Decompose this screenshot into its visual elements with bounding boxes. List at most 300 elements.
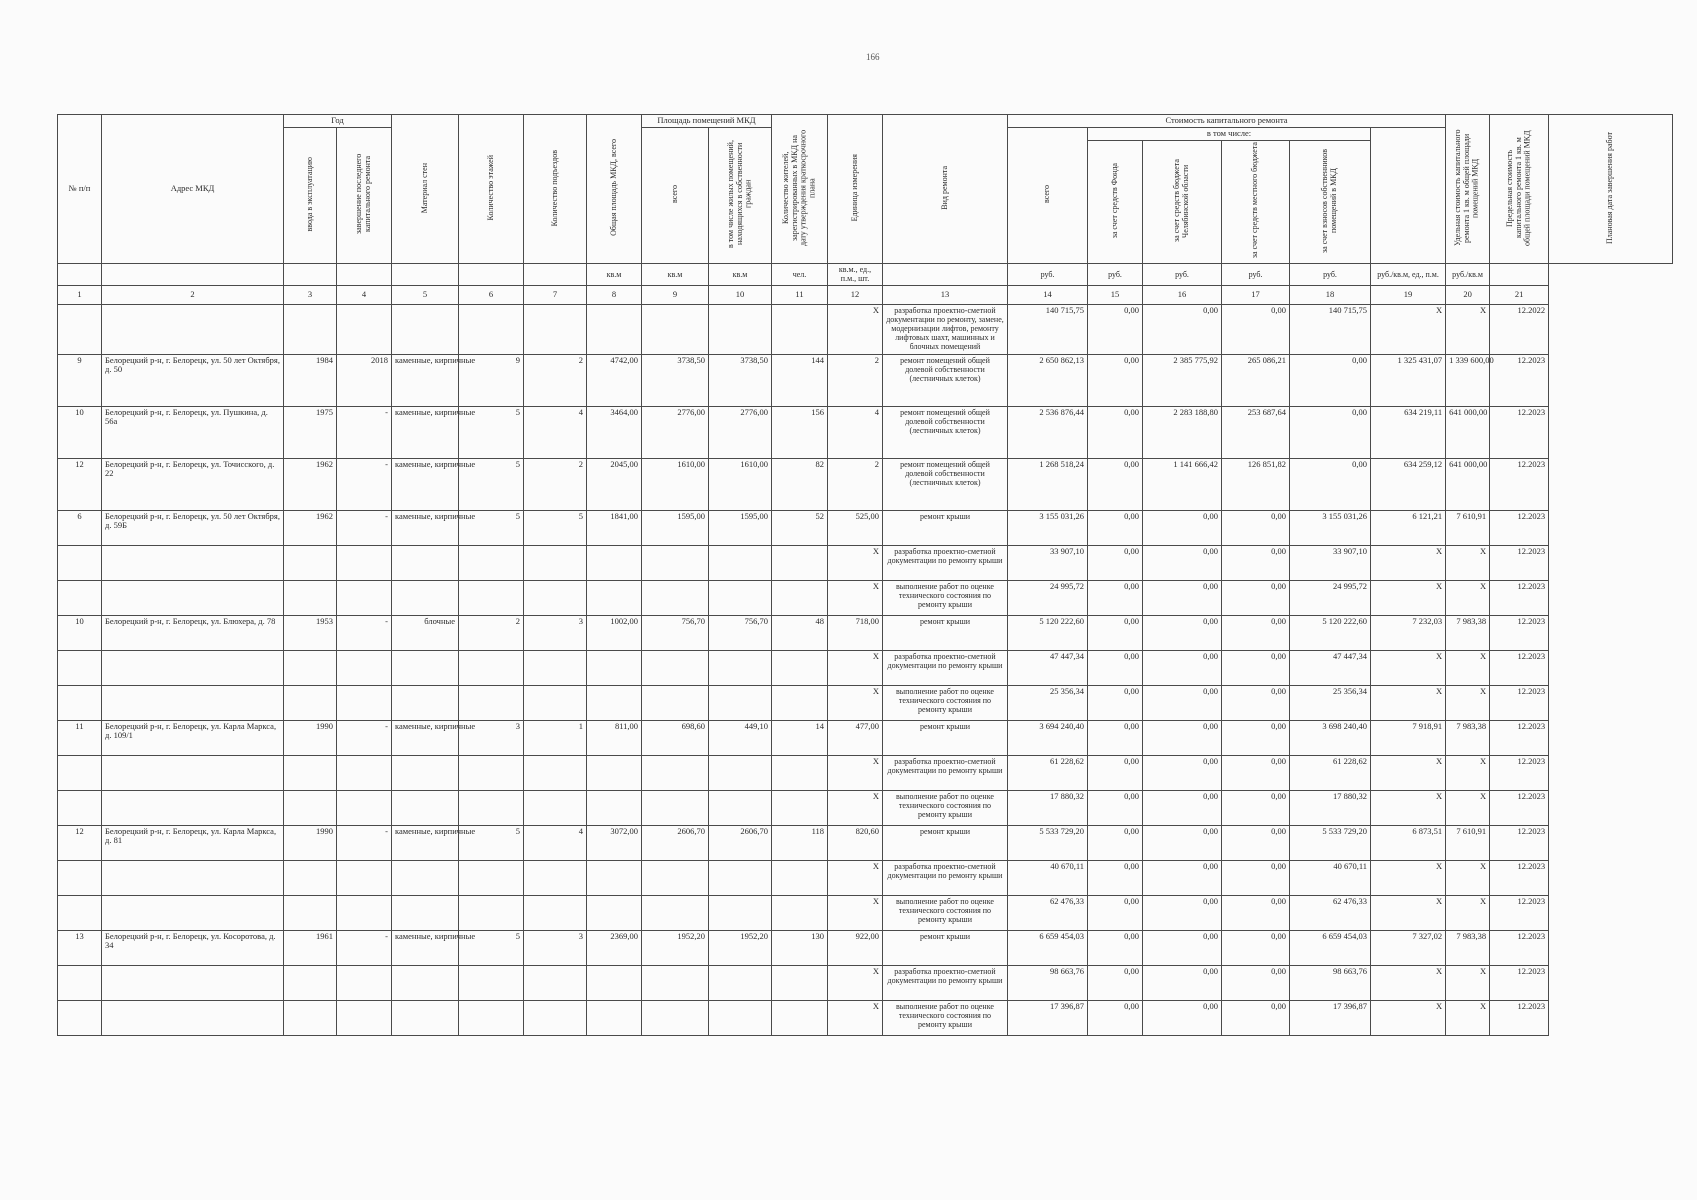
cell-residents: 130: [772, 930, 828, 965]
cell-wall-material: [392, 650, 459, 685]
cell-address: [102, 790, 284, 825]
cell-unit: 477,00: [828, 720, 883, 755]
cell-cost-local: 0,00: [1222, 1000, 1290, 1035]
table-row: [58, 650, 1673, 685]
cell-year-built: [284, 965, 337, 1000]
cell-cost-region: 1 141 666,42: [1143, 458, 1222, 510]
cell-cost-fund: 0,00: [1088, 304, 1143, 354]
table-body: [58, 304, 1673, 1035]
cell-unit: X: [828, 895, 883, 930]
cell-cost-region: 0,00: [1143, 755, 1222, 790]
cell-repair-type: выполнение работ по оценке технического состояния по ремонту крыши: [883, 1000, 1008, 1035]
column-number-cell: 12: [828, 285, 883, 304]
cell-premises-residential: 449,10: [709, 720, 772, 755]
header-year-group: Год: [284, 115, 392, 128]
header-deadline: Плановая дата завершения работ: [1549, 115, 1673, 264]
cell-address: [102, 650, 284, 685]
cell-cost-total: 6 659 454,03: [1008, 930, 1088, 965]
cell-year-built: [284, 1000, 337, 1035]
cell-year-built: [284, 304, 337, 354]
cell-unit-cost: 6 121,21: [1371, 510, 1446, 545]
cell-total-area: [587, 580, 642, 615]
cell-no: 13: [58, 930, 102, 965]
cell-premises-all: [642, 304, 709, 354]
cell-residents: [772, 755, 828, 790]
cell-cost-local: 0,00: [1222, 965, 1290, 1000]
table-row: [58, 354, 1673, 406]
cell-repair-type: ремонт крыши: [883, 720, 1008, 755]
cell-total-area: 1841,00: [587, 510, 642, 545]
cell-floors: [459, 685, 524, 720]
cell-limit-cost: X: [1446, 650, 1490, 685]
cell-address: Белорецкий р-н, г. Белорецк, ул. Блюхера, д. 78: [102, 615, 284, 650]
unit-cell: руб./кв.м, ед., п.м.: [1371, 264, 1446, 285]
table-row: [58, 720, 1673, 755]
cell-limit-cost: X: [1446, 965, 1490, 1000]
cell-repair-type: разработка проектно-сметной документации по ремонту крыши: [883, 965, 1008, 1000]
column-number-cell: 21: [1490, 285, 1549, 304]
cell-floors: 5: [459, 825, 524, 860]
cell-residents: 14: [772, 720, 828, 755]
cell-cost-local: 0,00: [1222, 860, 1290, 895]
cell-unit: X: [828, 1000, 883, 1035]
unit-cell: кв.м: [642, 264, 709, 285]
cell-premises-all: [642, 685, 709, 720]
cell-premises-all: [642, 580, 709, 615]
cell-no: [58, 545, 102, 580]
cell-no: [58, 1000, 102, 1035]
cell-repair-type: разработка проектно-сметной документации по ремонту, замене, модернизации лифтов, ремонту лифтовых шахт, машинных и блочных помещений: [883, 304, 1008, 354]
header-year-last-repair: завершение последнего капитального ремонта: [337, 127, 392, 264]
cell-total-area: [587, 650, 642, 685]
header-wall-material: Материал стен: [392, 115, 459, 264]
cell-cost-total: 17 396,87: [1008, 1000, 1088, 1035]
cell-total-area: [587, 895, 642, 930]
page-number: 166: [866, 52, 880, 62]
cell-residents: [772, 580, 828, 615]
cell-cost-owners: 3 698 240,40: [1290, 720, 1371, 755]
cell-unit: X: [828, 860, 883, 895]
unit-cell: кв.м: [709, 264, 772, 285]
cell-unit: 922,00: [828, 930, 883, 965]
cell-repair-type: ремонт помещений общей долевой собственности (лестничных клеток): [883, 458, 1008, 510]
cell-unit: X: [828, 545, 883, 580]
cell-year-last-repair: -: [337, 720, 392, 755]
cell-cost-fund: 0,00: [1088, 790, 1143, 825]
cell-cost-owners: 0,00: [1290, 458, 1371, 510]
unit-cell: чел.: [772, 264, 828, 285]
column-number-cell: 17: [1222, 285, 1290, 304]
column-number-cell: 18: [1290, 285, 1371, 304]
cell-repair-type: выполнение работ по оценке технического состояния по ремонту крыши: [883, 685, 1008, 720]
cell-year-last-repair: [337, 755, 392, 790]
header-premises-group: Площадь помещений МКД: [642, 115, 772, 128]
unit-cell: руб.: [1143, 264, 1222, 285]
column-number-cell: 2: [102, 285, 284, 304]
cell-address: [102, 860, 284, 895]
cell-premises-residential: [709, 545, 772, 580]
column-number-cell: 9: [642, 285, 709, 304]
cell-cost-local: 0,00: [1222, 615, 1290, 650]
cell-unit-cost: X: [1371, 685, 1446, 720]
cell-total-area: 811,00: [587, 720, 642, 755]
cell-wall-material: [392, 545, 459, 580]
cell-year-built: [284, 545, 337, 580]
cell-entrances: 3: [524, 615, 587, 650]
header-year-built: ввода в эксплуатацию: [284, 127, 337, 264]
cell-unit: 4: [828, 406, 883, 458]
cell-unit-cost: 7 232,03: [1371, 615, 1446, 650]
cell-cost-fund: 0,00: [1088, 755, 1143, 790]
cell-wall-material: [392, 895, 459, 930]
header-unit: Единица измерения: [828, 115, 883, 264]
cell-floors: [459, 965, 524, 1000]
cell-deadline: 12.2023: [1490, 965, 1549, 1000]
cell-deadline: 12.2023: [1490, 895, 1549, 930]
cell-entrances: 2: [524, 458, 587, 510]
cell-cost-owners: 61 228,62: [1290, 755, 1371, 790]
cell-cost-region: 0,00: [1143, 615, 1222, 650]
cell-cost-total: 5 533 729,20: [1008, 825, 1088, 860]
cell-cost-local: 0,00: [1222, 650, 1290, 685]
cell-residents: 48: [772, 615, 828, 650]
cell-cost-region: 0,00: [1143, 720, 1222, 755]
cell-deadline: 12.2023: [1490, 650, 1549, 685]
cell-year-last-repair: [337, 1000, 392, 1035]
cell-total-area: 4742,00: [587, 354, 642, 406]
cell-unit-cost: X: [1371, 965, 1446, 1000]
cell-cost-region: 0,00: [1143, 860, 1222, 895]
cell-unit-cost: 7 918,91: [1371, 720, 1446, 755]
cell-unit-cost: 634 219,11: [1371, 406, 1446, 458]
cell-year-last-repair: [337, 580, 392, 615]
table-row: [58, 304, 1673, 354]
cell-limit-cost: X: [1446, 1000, 1490, 1035]
cell-deadline: 12.2023: [1490, 825, 1549, 860]
cell-cost-total: 98 663,76: [1008, 965, 1088, 1000]
cell-limit-cost: 7 983,38: [1446, 930, 1490, 965]
cell-address: Белорецкий р-н, г. Белорецк, ул. Карла Маркса, д. 81: [102, 825, 284, 860]
cell-floors: 5: [459, 510, 524, 545]
cell-floors: 9: [459, 354, 524, 406]
cell-year-last-repair: [337, 685, 392, 720]
cell-address: [102, 755, 284, 790]
cell-year-last-repair: [337, 965, 392, 1000]
header-cost-fund: за счет средств Фонда: [1088, 140, 1143, 264]
cell-cost-local: 0,00: [1222, 304, 1290, 354]
table-row: [58, 860, 1673, 895]
cell-address: Белорецкий р-н, г. Белорецк, ул. Косоротова, д. 34: [102, 930, 284, 965]
cell-address: [102, 1000, 284, 1035]
cell-unit: 718,00: [828, 615, 883, 650]
cell-wall-material: [392, 965, 459, 1000]
cell-no: 6: [58, 510, 102, 545]
cell-cost-fund: 0,00: [1088, 458, 1143, 510]
cell-cost-total: 2 536 876,44: [1008, 406, 1088, 458]
unit-cell: [284, 264, 337, 285]
cell-cost-region: 0,00: [1143, 580, 1222, 615]
cell-repair-type: разработка проектно-сметной документации по ремонту крыши: [883, 860, 1008, 895]
cell-deadline: 12.2023: [1490, 755, 1549, 790]
cell-entrances: [524, 1000, 587, 1035]
table-row: [58, 965, 1673, 1000]
column-number-cell: 16: [1143, 285, 1222, 304]
cell-premises-residential: [709, 860, 772, 895]
cell-residents: [772, 650, 828, 685]
cell-limit-cost: X: [1446, 790, 1490, 825]
cell-limit-cost: X: [1446, 580, 1490, 615]
unit-cell: руб./кв.м: [1446, 264, 1490, 285]
cell-residents: [772, 545, 828, 580]
cell-premises-residential: [709, 965, 772, 1000]
cell-cost-local: 0,00: [1222, 755, 1290, 790]
cell-cost-owners: 0,00: [1290, 354, 1371, 406]
cell-deadline: 12.2023: [1490, 930, 1549, 965]
cell-limit-cost: X: [1446, 545, 1490, 580]
column-number-cell: 3: [284, 285, 337, 304]
cell-repair-type: разработка проектно-сметной документации по ремонту крыши: [883, 650, 1008, 685]
cell-unit-cost: X: [1371, 650, 1446, 685]
header-address: Адрес МКД: [102, 115, 284, 264]
cell-floors: 5: [459, 930, 524, 965]
cell-limit-cost: 7 610,91: [1446, 825, 1490, 860]
cell-premises-all: 1610,00: [642, 458, 709, 510]
cell-cost-total: 33 907,10: [1008, 545, 1088, 580]
cell-year-last-repair: [337, 790, 392, 825]
table-row: [58, 685, 1673, 720]
cell-total-area: 3072,00: [587, 825, 642, 860]
cell-cost-region: 2 283 188,80: [1143, 406, 1222, 458]
cell-limit-cost: X: [1446, 755, 1490, 790]
cell-address: [102, 965, 284, 1000]
column-number-cell: 7: [524, 285, 587, 304]
cell-unit: X: [828, 304, 883, 354]
cell-cost-total: 17 880,32: [1008, 790, 1088, 825]
unit-cell: [337, 264, 392, 285]
column-number-cell: 19: [1371, 285, 1446, 304]
header-limit-cost: Предельная стоимость капитального ремонта 1 кв. м общей площади помещений МКД: [1490, 115, 1549, 264]
units-row: [58, 264, 1673, 285]
cell-deadline: 12.2023: [1490, 685, 1549, 720]
cell-unit-cost: X: [1371, 755, 1446, 790]
cell-no: [58, 304, 102, 354]
cell-cost-region: 0,00: [1143, 1000, 1222, 1035]
cell-premises-all: 3738,50: [642, 354, 709, 406]
cell-cost-local: 253 687,64: [1222, 406, 1290, 458]
unit-cell: [102, 264, 284, 285]
cell-cost-local: 0,00: [1222, 580, 1290, 615]
cell-year-built: 1962: [284, 458, 337, 510]
cell-premises-residential: 756,70: [709, 615, 772, 650]
cell-total-area: 2045,00: [587, 458, 642, 510]
cell-wall-material: каменные, кирпичные: [392, 354, 459, 406]
cell-entrances: [524, 860, 587, 895]
cell-unit-cost: X: [1371, 580, 1446, 615]
cell-unit-cost: 6 873,51: [1371, 825, 1446, 860]
cell-premises-all: [642, 965, 709, 1000]
cell-cost-fund: 0,00: [1088, 615, 1143, 650]
cell-cost-owners: 33 907,10: [1290, 545, 1371, 580]
cell-address: Белорецкий р-н, г. Белорецк, ул. Точисского, д. 22: [102, 458, 284, 510]
cell-cost-owners: 47 447,34: [1290, 650, 1371, 685]
cell-unit: X: [828, 790, 883, 825]
unit-cell: [883, 264, 1008, 285]
cell-unit: X: [828, 965, 883, 1000]
cell-cost-fund: 0,00: [1088, 354, 1143, 406]
cell-address: [102, 580, 284, 615]
cell-cost-fund: 0,00: [1088, 965, 1143, 1000]
cell-limit-cost: X: [1446, 685, 1490, 720]
cell-deadline: 12.2023: [1490, 354, 1549, 406]
cell-floors: 2: [459, 615, 524, 650]
cell-no: [58, 685, 102, 720]
cell-cost-local: 265 086,21: [1222, 354, 1290, 406]
cell-wall-material: каменные, кирпичные: [392, 458, 459, 510]
cell-cost-owners: 98 663,76: [1290, 965, 1371, 1000]
cell-unit: X: [828, 650, 883, 685]
cell-wall-material: [392, 860, 459, 895]
cell-cost-owners: 40 670,11: [1290, 860, 1371, 895]
header-entrances: Количество подъездов: [524, 115, 587, 264]
cell-premises-all: [642, 895, 709, 930]
cell-entrances: 4: [524, 825, 587, 860]
cell-no: 12: [58, 825, 102, 860]
column-numbers-row: [58, 285, 1673, 304]
cell-unit-cost: 634 259,12: [1371, 458, 1446, 510]
cell-year-built: 1990: [284, 720, 337, 755]
column-number-cell: 10: [709, 285, 772, 304]
cell-limit-cost: X: [1446, 895, 1490, 930]
cell-repair-type: выполнение работ по оценке технического состояния по ремонту крыши: [883, 895, 1008, 930]
column-number-cell: 20: [1446, 285, 1490, 304]
cell-cost-total: 3 155 031,26: [1008, 510, 1088, 545]
cell-wall-material: [392, 1000, 459, 1035]
unit-cell: [58, 264, 102, 285]
cell-cost-owners: 17 396,87: [1290, 1000, 1371, 1035]
column-number-cell: 6: [459, 285, 524, 304]
cell-deadline: 12.2023: [1490, 790, 1549, 825]
cell-year-last-repair: -: [337, 406, 392, 458]
cell-premises-all: [642, 860, 709, 895]
cell-entrances: 2: [524, 354, 587, 406]
cell-floors: 5: [459, 458, 524, 510]
cell-limit-cost: 641 000,00: [1446, 406, 1490, 458]
cell-cost-owners: 0,00: [1290, 406, 1371, 458]
cell-cost-owners: 140 715,75: [1290, 304, 1371, 354]
cell-year-last-repair: -: [337, 615, 392, 650]
cell-no: [58, 650, 102, 685]
cell-deadline: 12.2023: [1490, 545, 1549, 580]
cell-address: [102, 685, 284, 720]
cell-premises-residential: [709, 790, 772, 825]
cell-unit-cost: X: [1371, 860, 1446, 895]
cell-repair-type: ремонт крыши: [883, 510, 1008, 545]
cell-no: [58, 580, 102, 615]
cell-premises-residential: [709, 650, 772, 685]
cell-no: [58, 790, 102, 825]
cell-limit-cost: 1 339 600,00: [1446, 354, 1490, 406]
header-floors: Количество этажей: [459, 115, 524, 264]
cell-premises-residential: 1610,00: [709, 458, 772, 510]
cell-unit-cost: X: [1371, 790, 1446, 825]
unit-cell: [524, 264, 587, 285]
cell-deadline: 12.2023: [1490, 615, 1549, 650]
unit-cell: кв.м., ед., п.м., шт.: [828, 264, 883, 285]
header-premises-residential: в том числе жилых помещений, находящихся в собственности граждан: [709, 127, 772, 264]
column-number-cell: 5: [392, 285, 459, 304]
cell-year-built: [284, 650, 337, 685]
cell-premises-residential: [709, 580, 772, 615]
cell-residents: 52: [772, 510, 828, 545]
cell-no: 10: [58, 615, 102, 650]
cell-premises-residential: 2606,70: [709, 825, 772, 860]
header-no: № п/п: [58, 115, 102, 264]
cell-unit: 820,60: [828, 825, 883, 860]
cell-cost-region: 0,00: [1143, 895, 1222, 930]
cell-no: 11: [58, 720, 102, 755]
cell-limit-cost: 7 983,38: [1446, 720, 1490, 755]
cell-no: [58, 895, 102, 930]
cell-premises-all: 756,70: [642, 615, 709, 650]
cell-residents: 156: [772, 406, 828, 458]
cell-year-built: 1962: [284, 510, 337, 545]
cell-floors: [459, 895, 524, 930]
cell-cost-local: 0,00: [1222, 720, 1290, 755]
cell-cost-fund: 0,00: [1088, 650, 1143, 685]
cell-premises-residential: [709, 685, 772, 720]
cell-unit-cost: X: [1371, 895, 1446, 930]
cell-total-area: [587, 755, 642, 790]
cell-premises-all: 2776,00: [642, 406, 709, 458]
cell-cost-owners: 17 880,32: [1290, 790, 1371, 825]
cell-cost-total: 25 356,34: [1008, 685, 1088, 720]
cell-total-area: [587, 860, 642, 895]
cell-cost-total: 140 715,75: [1008, 304, 1088, 354]
cell-entrances: 1: [524, 720, 587, 755]
cell-total-area: [587, 685, 642, 720]
cell-cost-region: 0,00: [1143, 304, 1222, 354]
cell-wall-material: блочные: [392, 615, 459, 650]
cell-cost-region: 0,00: [1143, 650, 1222, 685]
cell-cost-owners: 5 120 222,60: [1290, 615, 1371, 650]
column-number-cell: 8: [587, 285, 642, 304]
cell-premises-all: [642, 1000, 709, 1035]
cell-repair-type: ремонт крыши: [883, 930, 1008, 965]
cell-year-last-repair: [337, 895, 392, 930]
cell-premises-residential: [709, 1000, 772, 1035]
cell-cost-fund: 0,00: [1088, 720, 1143, 755]
cell-entrances: [524, 685, 587, 720]
cell-cost-fund: 0,00: [1088, 860, 1143, 895]
unit-cell: руб.: [1008, 264, 1088, 285]
cell-deadline: 12.2023: [1490, 510, 1549, 545]
cell-entrances: [524, 304, 587, 354]
unit-cell: руб.: [1222, 264, 1290, 285]
cell-cost-total: 62 476,33: [1008, 895, 1088, 930]
header-residents: Количество жителей, зарегистрированных в МКД на дату утверждения краткосрочного плана: [772, 115, 828, 264]
cell-repair-type: ремонт крыши: [883, 615, 1008, 650]
cell-cost-region: 0,00: [1143, 510, 1222, 545]
cell-cost-fund: 0,00: [1088, 1000, 1143, 1035]
cell-premises-residential: [709, 304, 772, 354]
cell-year-built: [284, 790, 337, 825]
cell-floors: [459, 580, 524, 615]
cell-cost-total: 61 228,62: [1008, 755, 1088, 790]
cell-floors: [459, 1000, 524, 1035]
cell-wall-material: каменные, кирпичные: [392, 510, 459, 545]
cell-unit: 2: [828, 354, 883, 406]
cell-unit-cost: X: [1371, 1000, 1446, 1035]
